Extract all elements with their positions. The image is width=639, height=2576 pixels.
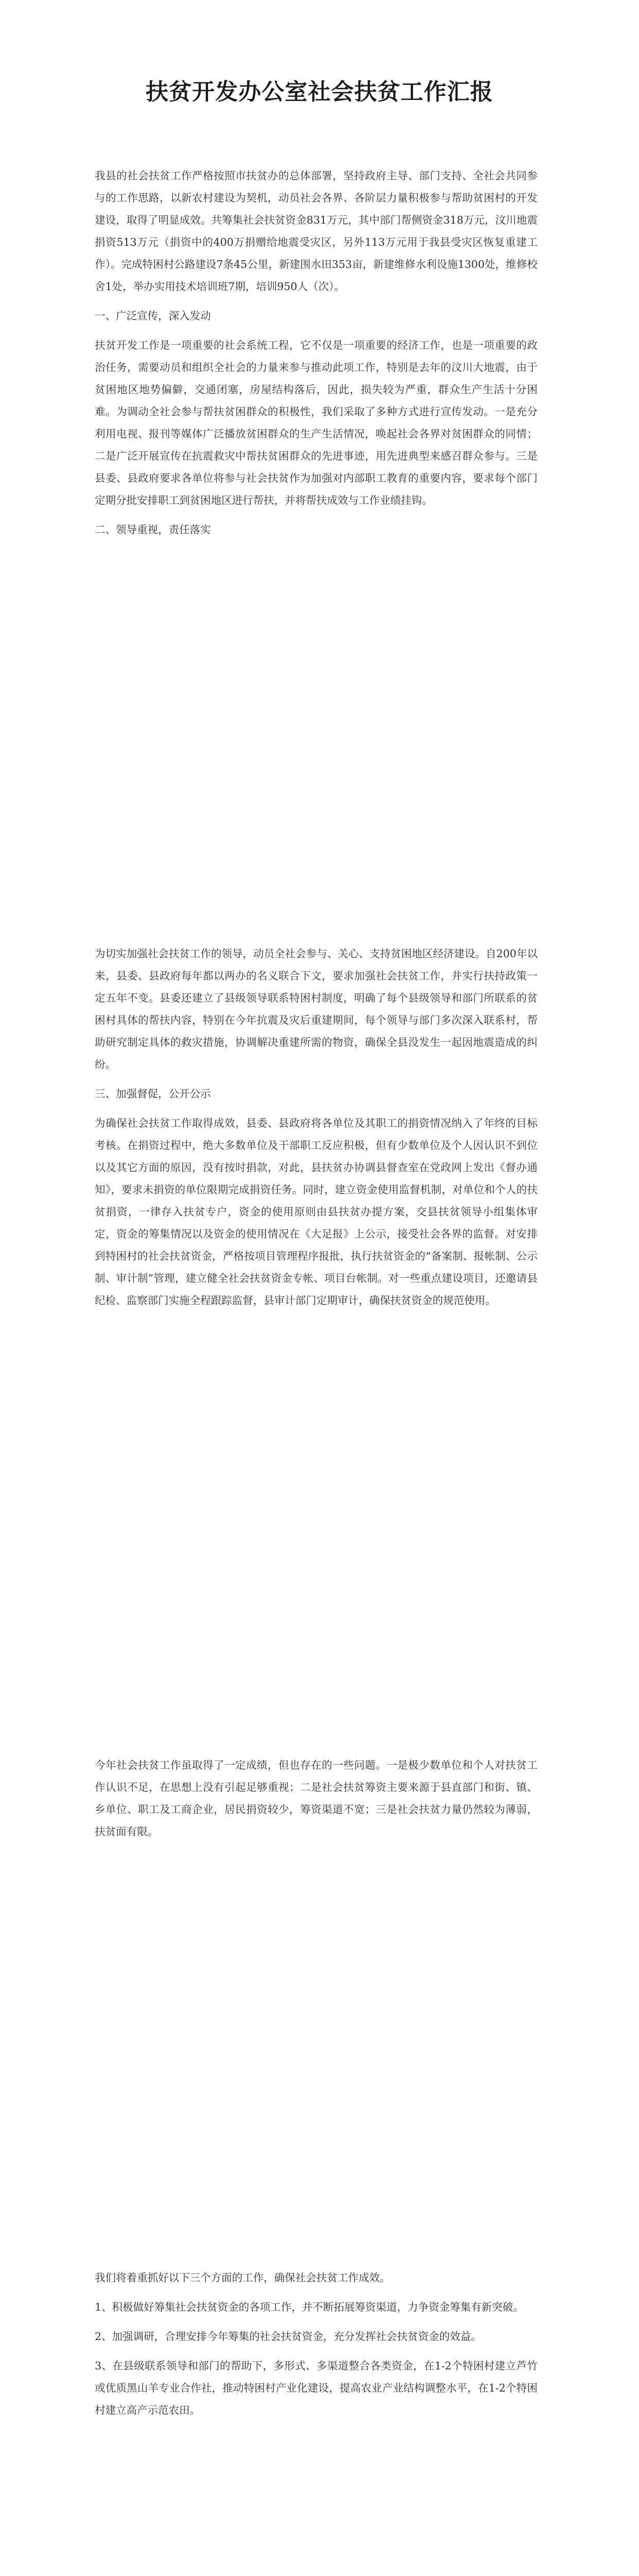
problems-paragraph: 今年社会扶贫工作虽取得了一定成绩，但也存在的一些问题。一是极少数单位和个人对扶贫工作认识不足，在思想上没有引起足够重视；二是社会扶贫筹资主要来源于县直部门和街、镇、乡单位、职工及工商企业，居民捐资较少，筹资渠道不宽；三是社会扶贫力量仍然较为薄弱，扶贫面有限。 xyxy=(95,1759,538,1838)
plan-item: 2、加强调研，合理安排今年筹集的社会扶贫资金，充分发挥社会扶贫资金的效益。 xyxy=(95,2330,482,2343)
section2-block xyxy=(95,943,538,1312)
section1-paragraph: 扶贫开发工作是一项重要的社会系统工程，它不仅是一项重要的经济工作，也是一项重要的政治任务，需要动员和组织全社会的力量来参与推动此项工作，特别是去年的汶川大地震，由于贫困地区地势偏僻，交通闭塞，房屋结构落后，因此，损失较为严重，群众生产生活十分困难。为调动全社会参与帮扶贫困群众的积极性，我们采取了多种方式进行宣传发动。一是充分利用电视、报刊等媒体广泛播放贫困群众的生产生活情况，唤起社会各界对贫困群众的同情；二是广泛开展宣传在抗震救灾中帮扶贫困群众的先进事迹，用先进典型来感召群众参与。三是县委、县政府要求各单位将参与社会扶贫作为加强对内部职工教育的重要内容，要求每个部门定期分批安排职工到贫困地区进行帮扶，并将帮扶成效与工作业绩挂钩。 xyxy=(95,339,538,506)
intro-paragraph: 我县的社会扶贫工作严格按照市扶贫办的总体部署，坚持政府主导、部门支持、全社会共同参与的工作思路，以新农村建设为契机，动员社会各界、各阶层力量积极参与帮助贫困村的开发建设，取得了明显成效。共筹集社会扶贫资金831万元，其中部门帮侧资金318万元，汶川地震捐资513万元（捐资中的400万捐赠给地震受灾区，另外113万元用于我县受灾区恢复重建工作）。完成特困村公路建设7条45公里，新建围水田353亩，新建维修水利设施1300处，维修校舍1处，举办实用技术培训班7期，培训950人（次）。 xyxy=(95,170,538,293)
problems-block xyxy=(95,1754,538,1843)
section1-heading: 一、广泛宣传，深入发动 xyxy=(95,310,211,322)
plan-item: 1、积极做好筹集社会扶贫资金的各项工作，并不断拓展筹资渠道，力争资金筹集有新突破。 xyxy=(95,2301,524,2313)
plan-block xyxy=(95,2267,538,2421)
plan-intro: 我们将着重抓好以下三个方面的工作，确保社会扶贫工作成效。 xyxy=(95,2272,390,2284)
plan-item: 3、在县级联系领导和部门的帮助下，多形式、多渠道整合各类资金，在1-2个特困村建立芦竹或优质黑山羊专业合作社，推动特困村产业化建设，提高农业产业结构调整水平，在1-2个特困村建立高产示范农田。 xyxy=(95,2360,538,2416)
document-title: 扶贫开发办公室社会扶贫工作汇报 xyxy=(146,79,493,105)
intro-section xyxy=(95,165,538,541)
section3-heading: 三、加强督促，公开公示 xyxy=(95,1088,211,1100)
section2-paragraph: 为切实加强社会扶贫工作的领导，动员全社会参与、关心、支持贫困地区经济建设。自200年以来，县委、县政府每年都以两办的名义联合下文，要求加强社会扶贫工作，并实行扶持政策一定五年不变。县委还建立了县级领导联系特困村制度，明确了每个县级领导和部门所联系的贫困村具体的帮扶内容，特别在今年抗震及灾后重建期间，每个领导与部门多次深入联系村，帮助研究制定具体的救灾措施，协调解决重建所需的物资，确保全县没发生一起因地震造成的纠纷。 xyxy=(95,947,538,1071)
section3-paragraph: 为确保社会扶贫工作取得成效，县委、县政府将各单位及其职工的捐资情况纳入了年终的目标考核。在捐资过程中，绝大多数单位及干部职工反应积极，但有少数单位及个人因认识不到位以及其它方面的原因，没有按时捐款，对此，县扶贫办协调县督查室在党政网上发出《督办通知》，要求未捐资的单位限期完成捐资任务。同时，建立资金使用监督机制，对单位和个人的扶贫捐资，一律存入扶贫专户，资金的使用原则由县扶贫办提方案，交县扶贫领导小组集体审定，资金的筹集情况以及资金的使用情况在《大足报》上公示，接受社会各界的监督。对安排到特困村的社会扶贫资金，严格按项目管理程序报批，执行扶贫资金的“备案制、报帐制、公示制、审计制”管理，建立健全社会扶贫资金专帐、项目台帐制。对一些重点建设项目，还邀请县纪检、监察部门实施全程跟踪监督，县审计部门定期审计，确保扶贫资金的规范使用。 xyxy=(95,1117,538,1307)
section2-heading: 二、领导重视，责任落实 xyxy=(95,523,211,536)
